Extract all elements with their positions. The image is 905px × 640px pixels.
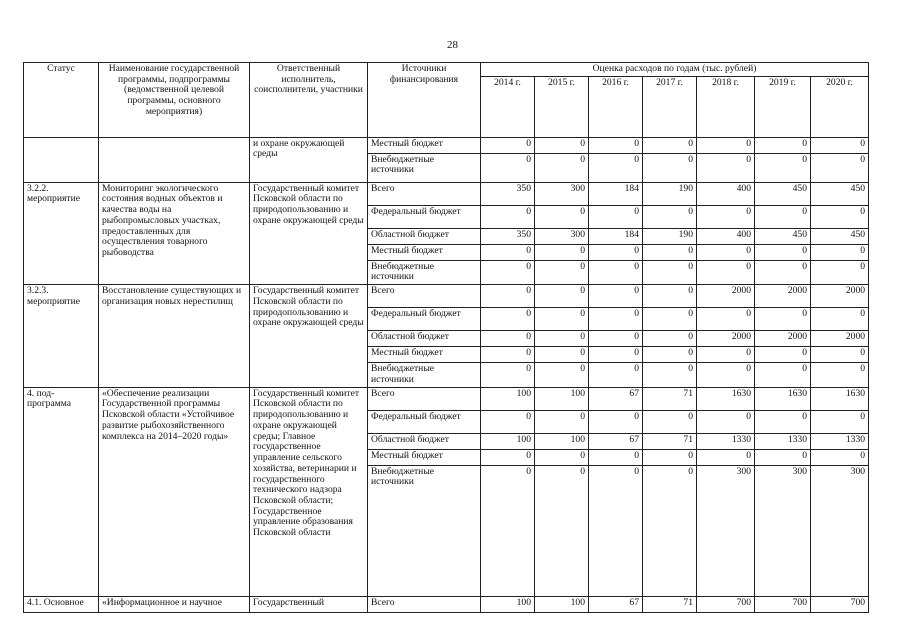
value-cell: 0 bbox=[697, 449, 755, 465]
header-year: 2017 г. bbox=[643, 76, 697, 137]
value-cell: 2000 bbox=[755, 331, 811, 347]
source-cell: Внебюджетные источники bbox=[368, 153, 481, 182]
value-cell: 100 bbox=[481, 433, 535, 449]
source-cell: Внебюджетные источники bbox=[368, 260, 481, 284]
name-cell bbox=[99, 137, 250, 182]
value-cell: 0 bbox=[535, 308, 589, 331]
value-cell: 0 bbox=[481, 331, 535, 347]
value-cell: 2000 bbox=[697, 285, 755, 308]
value-cell: 0 bbox=[697, 308, 755, 331]
value-cell: 0 bbox=[697, 260, 755, 284]
source-cell: Всего bbox=[368, 182, 481, 205]
value-cell: 2000 bbox=[811, 285, 869, 308]
table-body bbox=[24, 137, 869, 612]
value-cell: 0 bbox=[643, 285, 697, 308]
value-cell: 100 bbox=[481, 387, 535, 410]
value-cell: 0 bbox=[481, 449, 535, 465]
header-year: 2016 г. bbox=[589, 76, 643, 137]
source-cell: Федеральный бюджет bbox=[368, 410, 481, 433]
value-cell: 0 bbox=[535, 465, 589, 596]
value-cell: 0 bbox=[811, 449, 869, 465]
value-cell: 0 bbox=[589, 153, 643, 182]
table-row bbox=[24, 387, 869, 410]
value-cell: 700 bbox=[755, 596, 811, 612]
value-cell: 100 bbox=[535, 433, 589, 449]
value-cell: 400 bbox=[697, 182, 755, 205]
value-cell: 0 bbox=[697, 363, 755, 387]
source-cell: Областной бюджет bbox=[368, 331, 481, 347]
value-cell: 0 bbox=[755, 347, 811, 363]
value-cell: 0 bbox=[589, 260, 643, 284]
value-cell: 400 bbox=[697, 228, 755, 244]
value-cell: 0 bbox=[697, 244, 755, 260]
source-cell: Местный бюджет bbox=[368, 244, 481, 260]
value-cell: 0 bbox=[535, 137, 589, 153]
source-cell: Всего bbox=[368, 387, 481, 410]
value-cell: 0 bbox=[811, 153, 869, 182]
table-row bbox=[24, 285, 869, 308]
value-cell: 67 bbox=[589, 433, 643, 449]
value-cell: 0 bbox=[643, 308, 697, 331]
value-cell: 300 bbox=[535, 182, 589, 205]
value-cell: 0 bbox=[481, 347, 535, 363]
status-cell bbox=[24, 137, 99, 182]
value-cell: 67 bbox=[589, 596, 643, 612]
value-cell: 0 bbox=[643, 260, 697, 284]
name-cell: «Обеспечение реализации Государственной программы Псковской области «Устойчивое развитие рыбохозяйственного комплекса на 2014–2020 годы» bbox=[99, 387, 250, 596]
value-cell: 0 bbox=[811, 260, 869, 284]
source-cell: Местный бюджет bbox=[368, 137, 481, 153]
value-cell: 0 bbox=[755, 363, 811, 387]
executor-cell: Государственный комитет Псковской области по природопользованию и охране окружающей среды bbox=[250, 182, 368, 284]
value-cell: 300 bbox=[755, 465, 811, 596]
value-cell: 0 bbox=[589, 347, 643, 363]
source-cell: Внебюджетные источники bbox=[368, 465, 481, 596]
value-cell: 0 bbox=[535, 285, 589, 308]
value-cell: 0 bbox=[811, 244, 869, 260]
header-year: 2019 г. bbox=[755, 76, 811, 137]
value-cell: 1330 bbox=[755, 433, 811, 449]
source-cell: Внебюджетные источники bbox=[368, 363, 481, 387]
table-row bbox=[24, 137, 869, 153]
value-cell: 0 bbox=[643, 244, 697, 260]
name-cell: Мониторинг экологического состояния водных объектов и качества воды на рыбопромысловых участках, предоставленных для осуществления товарного рыбоводства bbox=[99, 182, 250, 284]
header-executor: Ответственный исполнитель, соисполнители, участники bbox=[250, 63, 368, 138]
value-cell: 0 bbox=[811, 308, 869, 331]
value-cell: 0 bbox=[535, 205, 589, 228]
header-status: Статус bbox=[24, 63, 99, 138]
name-cell: «Информационное и научное bbox=[99, 596, 250, 612]
value-cell: 0 bbox=[535, 153, 589, 182]
value-cell: 0 bbox=[643, 363, 697, 387]
value-cell: 100 bbox=[535, 596, 589, 612]
source-cell: Всего bbox=[368, 285, 481, 308]
value-cell: 0 bbox=[589, 410, 643, 433]
value-cell: 350 bbox=[481, 182, 535, 205]
budget-table bbox=[23, 62, 869, 613]
value-cell: 0 bbox=[755, 410, 811, 433]
value-cell: 0 bbox=[589, 244, 643, 260]
value-cell: 0 bbox=[697, 410, 755, 433]
value-cell: 0 bbox=[755, 137, 811, 153]
value-cell: 0 bbox=[589, 205, 643, 228]
source-cell: Местный бюджет bbox=[368, 449, 481, 465]
value-cell: 0 bbox=[643, 410, 697, 433]
value-cell: 0 bbox=[535, 347, 589, 363]
value-cell: 2000 bbox=[697, 331, 755, 347]
value-cell: 350 bbox=[481, 228, 535, 244]
value-cell: 71 bbox=[643, 596, 697, 612]
value-cell: 0 bbox=[643, 205, 697, 228]
value-cell: 1330 bbox=[697, 433, 755, 449]
value-cell: 2000 bbox=[755, 285, 811, 308]
value-cell: 0 bbox=[589, 308, 643, 331]
value-cell: 0 bbox=[697, 347, 755, 363]
source-cell: Областной бюджет bbox=[368, 228, 481, 244]
header-sources: Источники финансирования bbox=[368, 63, 481, 138]
value-cell: 0 bbox=[755, 244, 811, 260]
value-cell: 0 bbox=[643, 465, 697, 596]
source-cell: Федеральный бюджет bbox=[368, 205, 481, 228]
table-row bbox=[24, 596, 869, 612]
value-cell: 0 bbox=[755, 308, 811, 331]
value-cell: 0 bbox=[481, 465, 535, 596]
value-cell: 700 bbox=[697, 596, 755, 612]
value-cell: 0 bbox=[697, 205, 755, 228]
value-cell: 450 bbox=[755, 228, 811, 244]
value-cell: 0 bbox=[755, 153, 811, 182]
value-cell: 67 bbox=[589, 387, 643, 410]
value-cell: 450 bbox=[811, 228, 869, 244]
value-cell: 190 bbox=[643, 182, 697, 205]
value-cell: 184 bbox=[589, 228, 643, 244]
table-row bbox=[24, 182, 869, 205]
executor-cell: и охране окружающей среды bbox=[250, 137, 368, 182]
status-cell: 3.2.2. мероприятие bbox=[24, 182, 99, 284]
value-cell: 0 bbox=[589, 363, 643, 387]
value-cell: 0 bbox=[481, 137, 535, 153]
value-cell: 0 bbox=[535, 449, 589, 465]
value-cell: 0 bbox=[481, 363, 535, 387]
value-cell: 0 bbox=[643, 153, 697, 182]
header-year: 2014 г. bbox=[481, 76, 535, 137]
value-cell: 0 bbox=[697, 137, 755, 153]
status-cell: 4. под-программа bbox=[24, 387, 99, 596]
value-cell: 0 bbox=[811, 205, 869, 228]
value-cell: 0 bbox=[481, 205, 535, 228]
value-cell: 184 bbox=[589, 182, 643, 205]
value-cell: 0 bbox=[535, 410, 589, 433]
value-cell: 0 bbox=[755, 260, 811, 284]
value-cell: 100 bbox=[481, 596, 535, 612]
value-cell: 0 bbox=[481, 410, 535, 433]
value-cell: 0 bbox=[535, 244, 589, 260]
value-cell: 0 bbox=[535, 363, 589, 387]
value-cell: 0 bbox=[643, 137, 697, 153]
name-cell: Восстановление существующих и организация новых нерестилищ bbox=[99, 285, 250, 387]
executor-cell: Государственный комитет Псковской области по природопользованию и охране окружающей среды bbox=[250, 285, 368, 387]
value-cell: 0 bbox=[811, 137, 869, 153]
value-cell: 71 bbox=[643, 387, 697, 410]
value-cell: 0 bbox=[589, 137, 643, 153]
header-estimate: Оценка расходов по годам (тыс. рублей) bbox=[481, 63, 869, 77]
value-cell: 0 bbox=[697, 153, 755, 182]
value-cell: 300 bbox=[535, 228, 589, 244]
executor-cell: Государственный bbox=[250, 596, 368, 612]
value-cell: 0 bbox=[589, 331, 643, 347]
value-cell: 1630 bbox=[811, 387, 869, 410]
value-cell: 0 bbox=[643, 449, 697, 465]
source-cell: Федеральный бюджет bbox=[368, 308, 481, 331]
source-cell: Всего bbox=[368, 596, 481, 612]
executor-cell: Государственный комитет Псковской области по природопользованию и охране окружающей среды; Главное государственное управление сельского хозяйства, ветеринарии и государственного технического надзора Псковской области; Государственное управление образования Псковской области bbox=[250, 387, 368, 596]
value-cell: 0 bbox=[643, 331, 697, 347]
source-cell: Областной бюджет bbox=[368, 433, 481, 449]
value-cell: 0 bbox=[481, 260, 535, 284]
status-cell: 3.2.3. мероприятие bbox=[24, 285, 99, 387]
value-cell: 1330 bbox=[811, 433, 869, 449]
value-cell: 450 bbox=[755, 182, 811, 205]
value-cell: 0 bbox=[481, 308, 535, 331]
value-cell: 0 bbox=[589, 465, 643, 596]
value-cell: 2000 bbox=[811, 331, 869, 347]
value-cell: 0 bbox=[643, 347, 697, 363]
value-cell: 0 bbox=[755, 205, 811, 228]
value-cell: 1630 bbox=[755, 387, 811, 410]
value-cell: 71 bbox=[643, 433, 697, 449]
value-cell: 0 bbox=[811, 347, 869, 363]
value-cell: 0 bbox=[589, 285, 643, 308]
page-number: 28 bbox=[447, 39, 458, 51]
value-cell: 0 bbox=[589, 449, 643, 465]
source-cell: Местный бюджет bbox=[368, 347, 481, 363]
value-cell: 700 bbox=[811, 596, 869, 612]
value-cell: 0 bbox=[755, 449, 811, 465]
value-cell: 190 bbox=[643, 228, 697, 244]
header-year: 2015 г. bbox=[535, 76, 589, 137]
value-cell: 1630 bbox=[697, 387, 755, 410]
value-cell: 450 bbox=[811, 182, 869, 205]
header-name: Наименование государственной программы, подпрограммы (ведомственной целевой программы, основного мероприятия) bbox=[99, 63, 250, 138]
value-cell: 0 bbox=[535, 331, 589, 347]
value-cell: 300 bbox=[811, 465, 869, 596]
header-year: 2020 г. bbox=[811, 76, 869, 137]
value-cell: 0 bbox=[481, 244, 535, 260]
value-cell: 0 bbox=[811, 363, 869, 387]
value-cell: 100 bbox=[535, 387, 589, 410]
value-cell: 0 bbox=[481, 153, 535, 182]
status-cell: 4.1. Основное bbox=[24, 596, 99, 612]
value-cell: 300 bbox=[697, 465, 755, 596]
header-year: 2018 г. bbox=[697, 76, 755, 137]
value-cell: 0 bbox=[811, 410, 869, 433]
value-cell: 0 bbox=[481, 285, 535, 308]
value-cell: 0 bbox=[535, 260, 589, 284]
